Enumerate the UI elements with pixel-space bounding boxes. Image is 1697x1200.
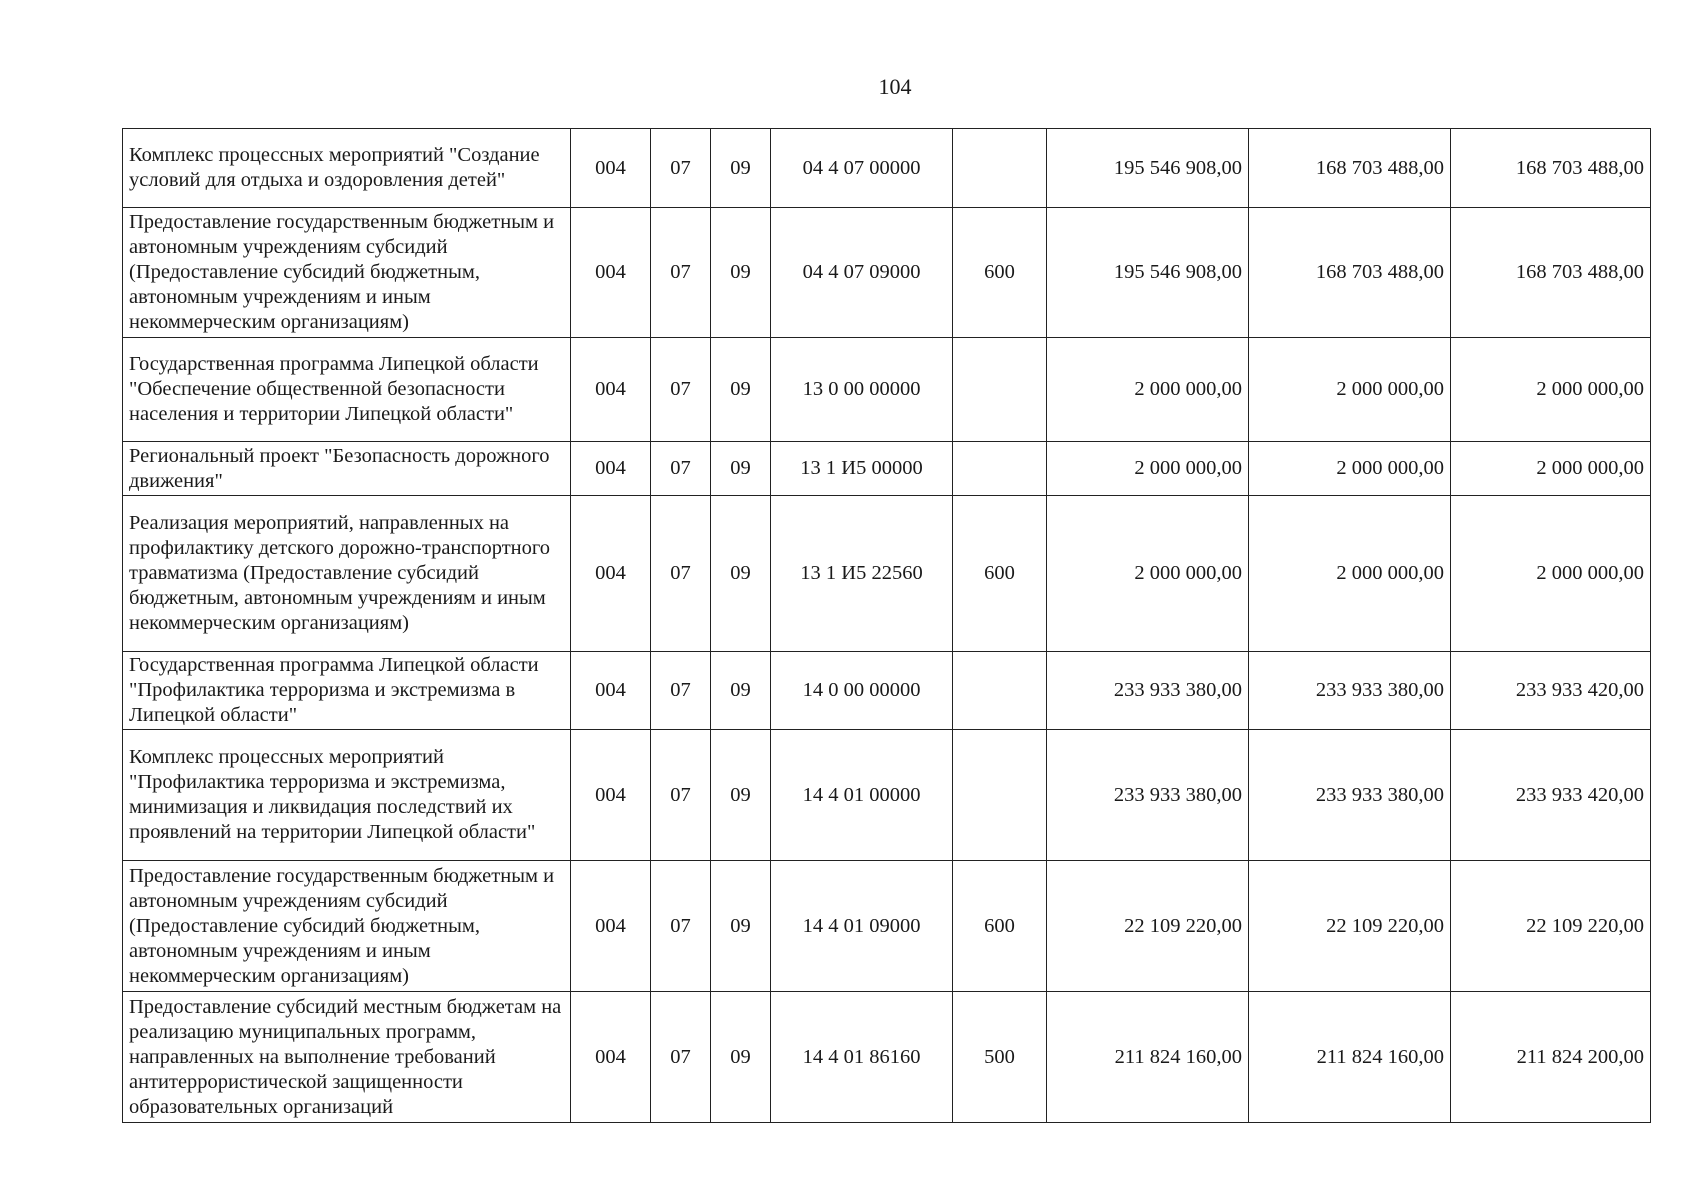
budget-table [122, 128, 1651, 1123]
row-gr: 004 [571, 129, 651, 208]
row-gr: 004 [571, 652, 651, 730]
row-sum-1: 195 546 908,00 [1047, 208, 1249, 338]
row-name: Предоставление субсидий местным бюджетам на реализацию муниципальных программ, направленных на выполнение требований антитеррористической защищенности образовательных организаций [123, 992, 571, 1123]
row-sum-2: 22 109 220,00 [1249, 861, 1451, 992]
row-csr: 04 4 07 09000 [771, 208, 953, 338]
row-sum-3: 233 933 420,00 [1451, 652, 1651, 730]
row-pr: 09 [711, 208, 771, 338]
row-vr: 600 [953, 208, 1047, 338]
table-row [123, 208, 1651, 338]
row-name: Реализация мероприятий, направленных на профилактику детского дорожно-транспортного травматизма (Предоставление субсидий бюджетным, автономным учреждениям и иным некоммерческим организациям) [123, 496, 571, 652]
row-name: Государственная программа Липецкой области "Профилактика терроризма и экстремизма в Липецкой области" [123, 652, 571, 730]
row-csr: 14 4 01 09000 [771, 861, 953, 992]
row-gr: 004 [571, 338, 651, 442]
row-sum-1: 2 000 000,00 [1047, 442, 1249, 496]
row-sum-2: 168 703 488,00 [1249, 129, 1451, 208]
row-sum-2: 233 933 380,00 [1249, 652, 1451, 730]
row-gr: 004 [571, 861, 651, 992]
table-row [123, 992, 1651, 1123]
row-sum-1: 233 933 380,00 [1047, 730, 1249, 861]
row-vr [953, 338, 1047, 442]
row-sum-1: 195 546 908,00 [1047, 129, 1249, 208]
table-row [123, 338, 1651, 442]
row-sum-1: 233 933 380,00 [1047, 652, 1249, 730]
table-row [123, 442, 1651, 496]
row-vr [953, 129, 1047, 208]
row-sum-3: 211 824 200,00 [1451, 992, 1651, 1123]
row-sum-1: 2 000 000,00 [1047, 338, 1249, 442]
table-row [123, 129, 1651, 208]
row-csr: 14 4 01 00000 [771, 730, 953, 861]
row-pr: 09 [711, 652, 771, 730]
page-number: 104 [878, 74, 912, 99]
row-name: Предоставление государственным бюджетным и автономным учреждениям субсидий (Предоставление субсидий бюджетным, автономным учреждениям и иным некоммерческим организациям) [123, 208, 571, 338]
table-row [123, 652, 1651, 730]
row-name: Региональный проект "Безопасность дорожного движения" [123, 442, 571, 496]
row-pr: 09 [711, 442, 771, 496]
row-sum-3: 2 000 000,00 [1451, 442, 1651, 496]
row-rz: 07 [651, 129, 711, 208]
row-vr: 600 [953, 496, 1047, 652]
row-rz: 07 [651, 338, 711, 442]
row-sum-3: 22 109 220,00 [1451, 861, 1651, 992]
row-pr: 09 [711, 338, 771, 442]
row-gr: 004 [571, 442, 651, 496]
row-sum-3: 2 000 000,00 [1451, 496, 1651, 652]
row-rz: 07 [651, 730, 711, 861]
row-vr [953, 442, 1047, 496]
row-gr: 004 [571, 992, 651, 1123]
row-sum-1: 22 109 220,00 [1047, 861, 1249, 992]
row-gr: 004 [571, 496, 651, 652]
row-name: Предоставление государственным бюджетным и автономным учреждениям субсидий (Предоставление субсидий бюджетным, автономным учреждениям и иным некоммерческим организациям) [123, 861, 571, 992]
row-sum-2: 2 000 000,00 [1249, 338, 1451, 442]
row-rz: 07 [651, 992, 711, 1123]
row-csr: 14 0 00 00000 [771, 652, 953, 730]
row-csr: 13 1 И5 22560 [771, 496, 953, 652]
row-pr: 09 [711, 496, 771, 652]
row-rz: 07 [651, 652, 711, 730]
row-rz: 07 [651, 442, 711, 496]
row-sum-3: 2 000 000,00 [1451, 338, 1651, 442]
row-name: Комплекс процессных мероприятий "Создание условий для отдыха и оздоровления детей" [123, 129, 571, 208]
row-csr: 13 0 00 00000 [771, 338, 953, 442]
row-vr: 600 [953, 861, 1047, 992]
row-pr: 09 [711, 992, 771, 1123]
row-sum-2: 2 000 000,00 [1249, 442, 1451, 496]
table-row [123, 730, 1651, 861]
row-sum-2: 211 824 160,00 [1249, 992, 1451, 1123]
table-row [123, 496, 1651, 652]
table-row [123, 861, 1651, 992]
row-name: Государственная программа Липецкой области "Обеспечение общественной безопасности населения и территории Липецкой области" [123, 338, 571, 442]
row-pr: 09 [711, 861, 771, 992]
row-sum-1: 211 824 160,00 [1047, 992, 1249, 1123]
row-gr: 004 [571, 208, 651, 338]
row-vr [953, 652, 1047, 730]
row-pr: 09 [711, 129, 771, 208]
row-sum-2: 2 000 000,00 [1249, 496, 1451, 652]
row-name: Комплекс процессных мероприятий "Профилактика терроризма и экстремизма, минимизация и ликвидация последствий их проявлений на территории Липецкой области" [123, 730, 571, 861]
row-vr: 500 [953, 992, 1047, 1123]
row-csr: 13 1 И5 00000 [771, 442, 953, 496]
row-vr [953, 730, 1047, 861]
row-rz: 07 [651, 496, 711, 652]
row-csr: 14 4 01 86160 [771, 992, 953, 1123]
row-sum-2: 168 703 488,00 [1249, 208, 1451, 338]
row-pr: 09 [711, 730, 771, 861]
row-rz: 07 [651, 861, 711, 992]
row-sum-3: 168 703 488,00 [1451, 208, 1651, 338]
row-sum-3: 168 703 488,00 [1451, 129, 1651, 208]
row-sum-2: 233 933 380,00 [1249, 730, 1451, 861]
row-sum-1: 2 000 000,00 [1047, 496, 1249, 652]
row-rz: 07 [651, 208, 711, 338]
row-sum-3: 233 933 420,00 [1451, 730, 1651, 861]
row-csr: 04 4 07 00000 [771, 129, 953, 208]
row-gr: 004 [571, 730, 651, 861]
